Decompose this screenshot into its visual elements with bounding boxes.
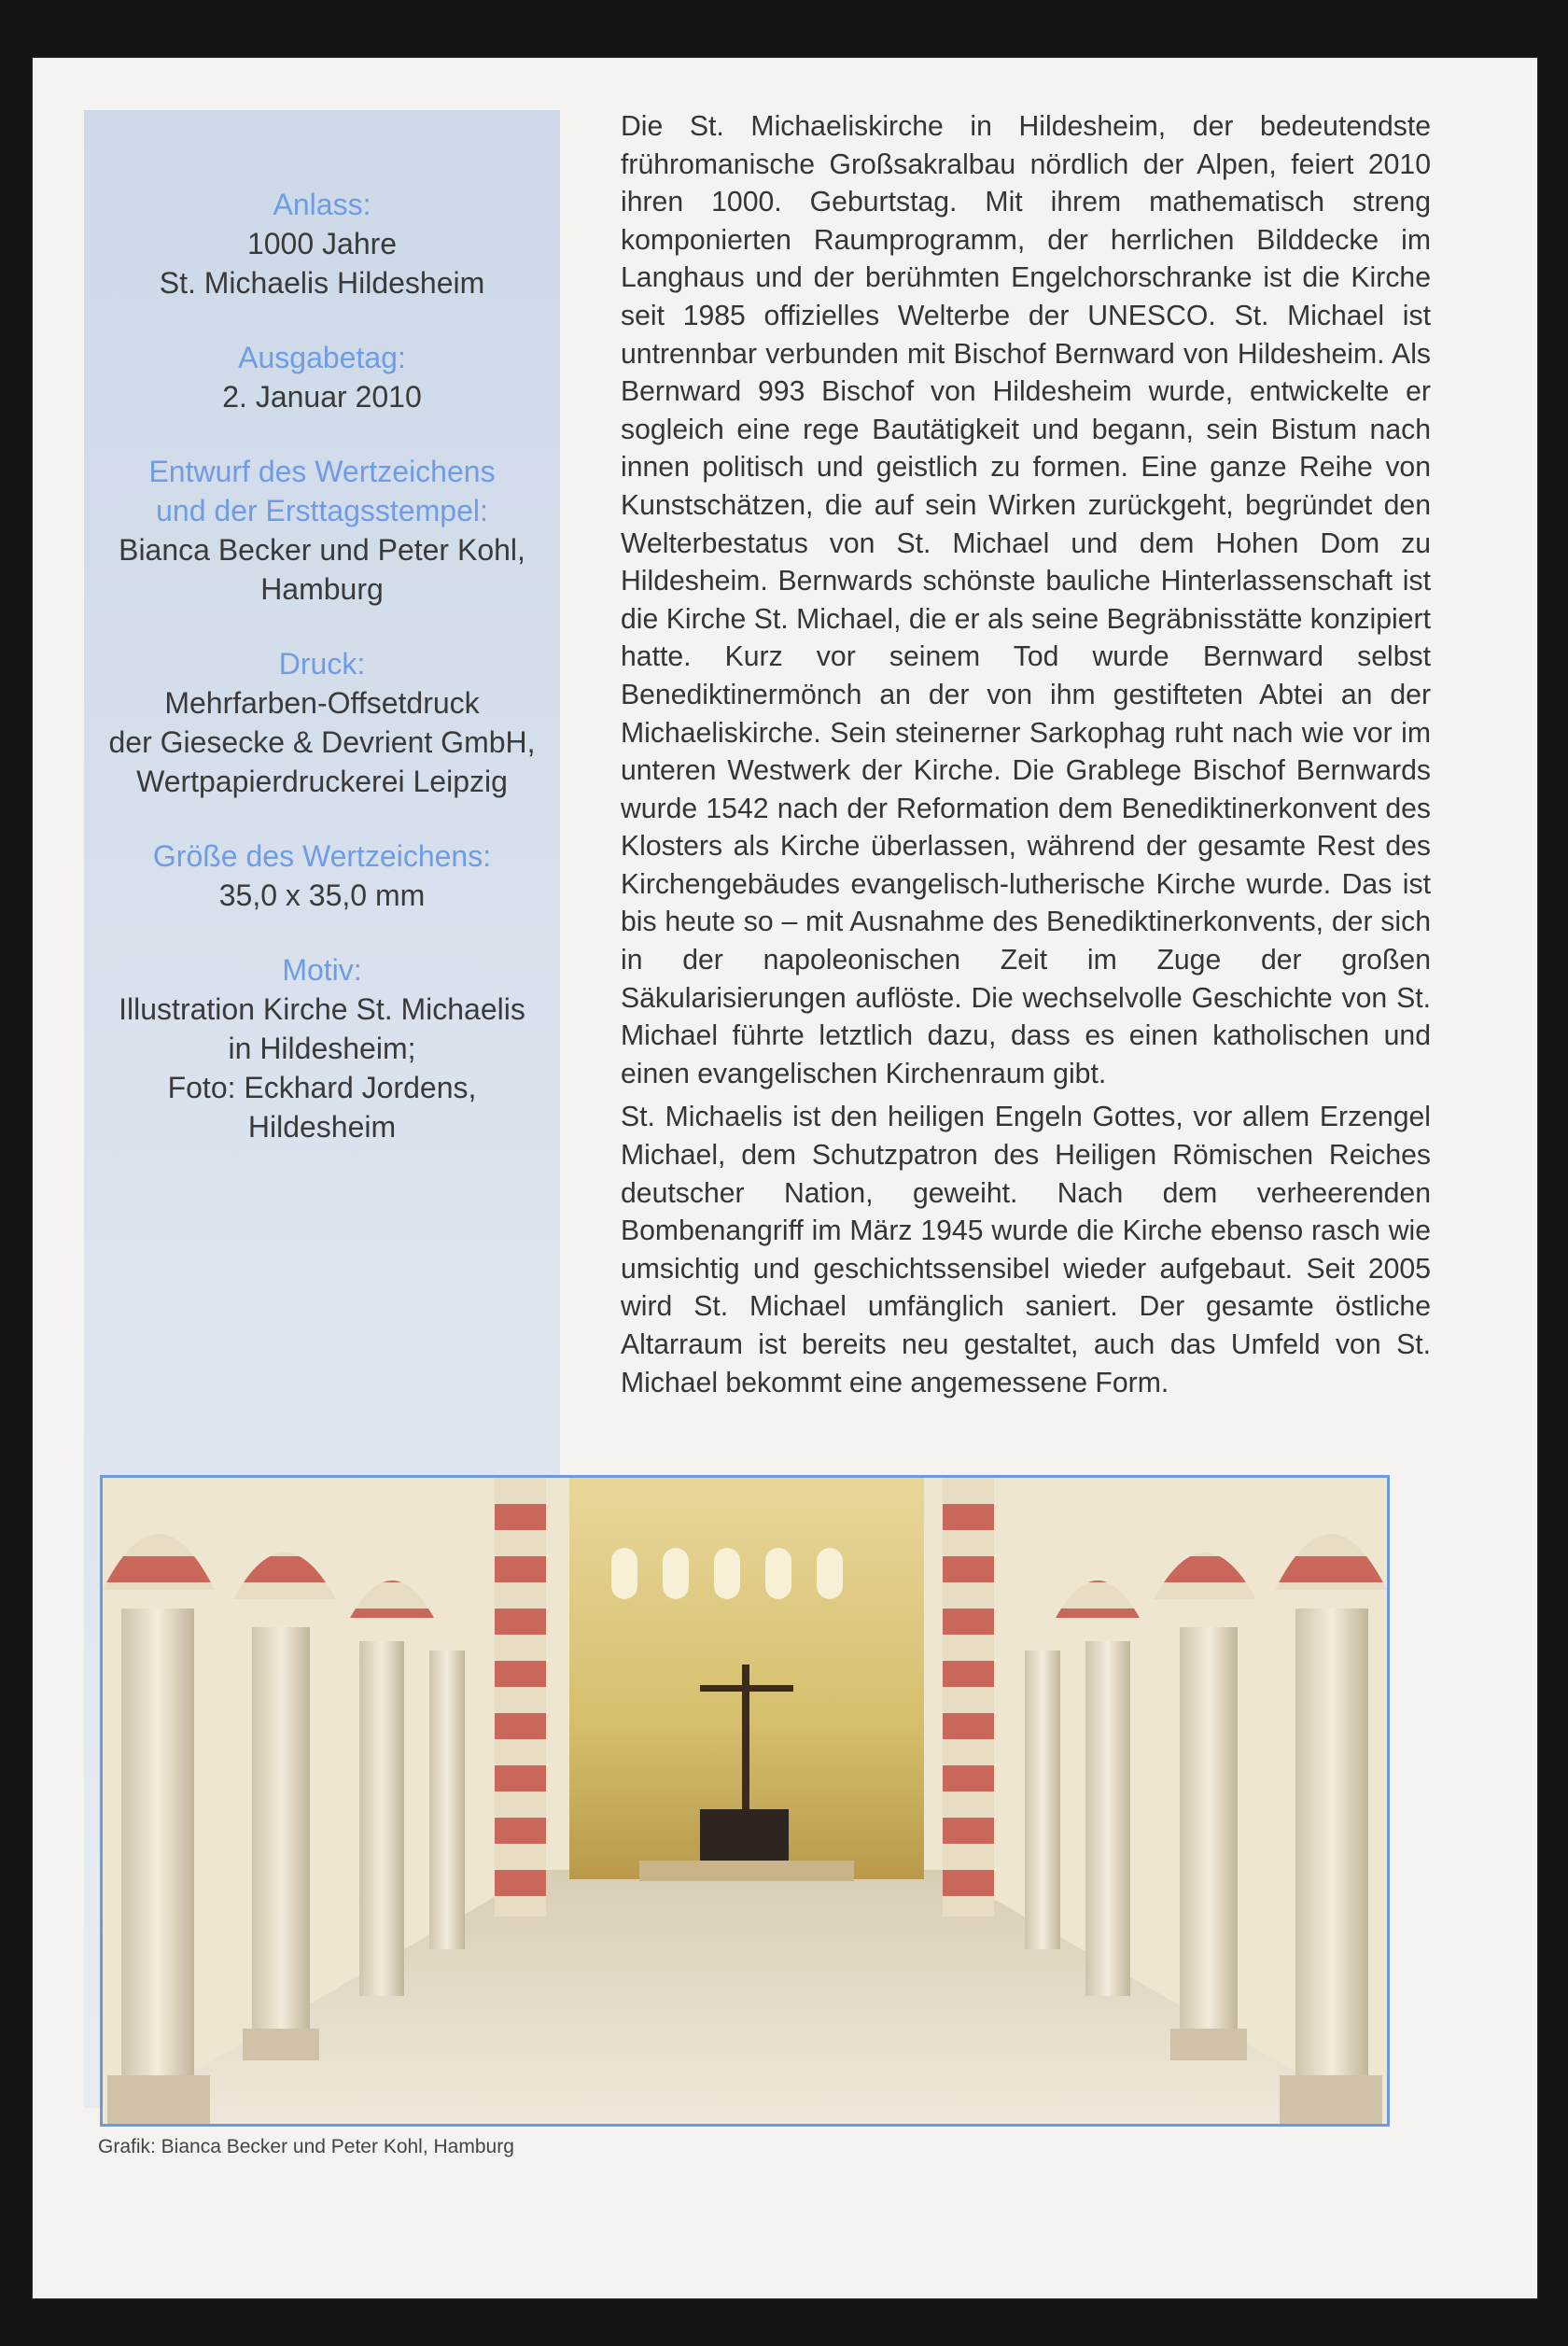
stamp-info-list xyxy=(84,185,560,1182)
striped-pillar-left xyxy=(495,1478,546,1917)
info-label: Größe des Wertzeichens: xyxy=(152,839,492,873)
striped-pillar-right xyxy=(943,1478,994,1917)
info-group-druck xyxy=(84,644,560,801)
photo-credit: Grafik: Bianca Becker und Peter Kohl, Hamburg xyxy=(98,2136,514,2157)
info-value: 35,0 x 35,0 mm xyxy=(218,878,426,912)
window xyxy=(714,1548,740,1599)
window xyxy=(765,1548,791,1599)
info-value: St. Michaelis Hildesheim xyxy=(159,266,485,300)
info-label: Entwurf des Wertzeichens und der Ersttagsstempel: xyxy=(148,455,496,527)
info-value: Illustration Kirche St. Michaelis xyxy=(119,992,525,1026)
info-value: Hamburg xyxy=(260,572,384,606)
info-label: Druck: xyxy=(278,647,366,681)
info-label: Anlass: xyxy=(273,188,371,221)
info-group-groesse xyxy=(84,836,560,915)
window xyxy=(817,1548,843,1599)
info-group-entwurf xyxy=(84,452,560,609)
church-interior-illustration xyxy=(103,1478,1387,2124)
info-value: 1000 Jahre xyxy=(246,227,398,260)
window xyxy=(663,1548,689,1599)
info-value: Wertpapierdruckerei Leipzig xyxy=(136,765,508,798)
window xyxy=(611,1548,637,1599)
info-value: Mehrfarben-Offsetdruck xyxy=(164,686,480,720)
info-label: Ausgabetag: xyxy=(238,341,406,374)
article-paragraph: St. Michaelis ist den heiligen Engeln Gottes, vor allem Erzengel Michael, dem Schutzpatron des Heiligen Römischen Reiches deutscher Nation, geweiht. Nach dem verheerenden Bombenangriff im März 1945 wurde die Kirche ebenso rasch wie umsichtig und geschichtssensibel wieder aufgebaut. Seit 2005 wird St. Michael umfänglich saniert. Der gesamte östliche Altarraum ist bereits neu gestaltet, auch das Umfeld von St. Michael bekommt eine angemessene Form. xyxy=(621,1102,1431,1398)
info-value: Bianca Becker und Peter Kohl, xyxy=(119,533,525,567)
church-interior-photo xyxy=(100,1475,1390,2127)
info-group-anlass xyxy=(84,185,560,302)
article-paragraph: Die St. Michaeliskirche in Hildesheim, der bedeutendste frühromanische Großsakralbau nördlich der Alpen, feiert 2010 ihren 1000. Geburtstag. Mit ihrem mathematisch streng komponierten Raumprogramm, der herrlichen Bilddecke im Langhaus und der berühmten Engelchorschranke ist die Kirche seit 1985 offizielles Welterbe der UNESCO. St. Michael ist untrennbar verbunden mit Bischof Bernward von Hildesheim. Als Bernward 993 Bischof von Hildesheim wurde, entwickelte er sogleich eine rege Bautätigkeit und begann, sein Bistum nach innen politisch und geistlich zu formen. Eine ganze Reihe von Kunstschätzen, die auf sein Wirken zurückgeht, begründet den Welterbestatus von St. Michael und dem Hohen Dom zu Hildesheim. Bernwards schönste bauliche Hinterlassenschaft ist die Kirche St. Michael, die er als seine Begräbnisstätte konzipiert hatte. Kurz vor seinem Tod wurde Bernward selbst Benediktinermönch an der von ihm gestifteten Abtei an der Michaeliskirche. Sein steinerner Sarkophag ruht nach wie vor im unteren Westwerk der Kirche. Die Grablege Bischof Bernwards wurde 1542 nach der Reformation dem Benediktinerkonvent des Klosters als Kirche überlassen, während der gesamte Rest des Kirchengebäudes evangelisch-lutherische Kirche wurde. Das ist bis heute so – mit Ausnahme des Benediktinerkonvents, der sich in der napoleonischen Zeit im Zuge der großen Säkularisierungen auflöste. Die wechselvolle Geschichte von St. Michael führte letztlich dazu, dass es einen katholischen und einen evangelischen Kirchenraum gibt. xyxy=(621,111,1431,1089)
info-label: Motiv: xyxy=(282,953,362,987)
info-value: 2. Januar 2010 xyxy=(222,380,422,414)
info-group-ausgabetag xyxy=(84,338,560,416)
altar-step xyxy=(639,1861,854,1881)
info-value: der Giesecke & Devrient GmbH, xyxy=(108,725,536,759)
info-value: in Hildesheim; xyxy=(228,1032,416,1065)
info-value: Foto: Eckhard Jordens, xyxy=(167,1071,477,1104)
cross-arm xyxy=(700,1685,793,1692)
info-value: Hildesheim xyxy=(247,1110,397,1144)
info-group-motiv xyxy=(84,950,560,1146)
article-body xyxy=(621,108,1431,1408)
